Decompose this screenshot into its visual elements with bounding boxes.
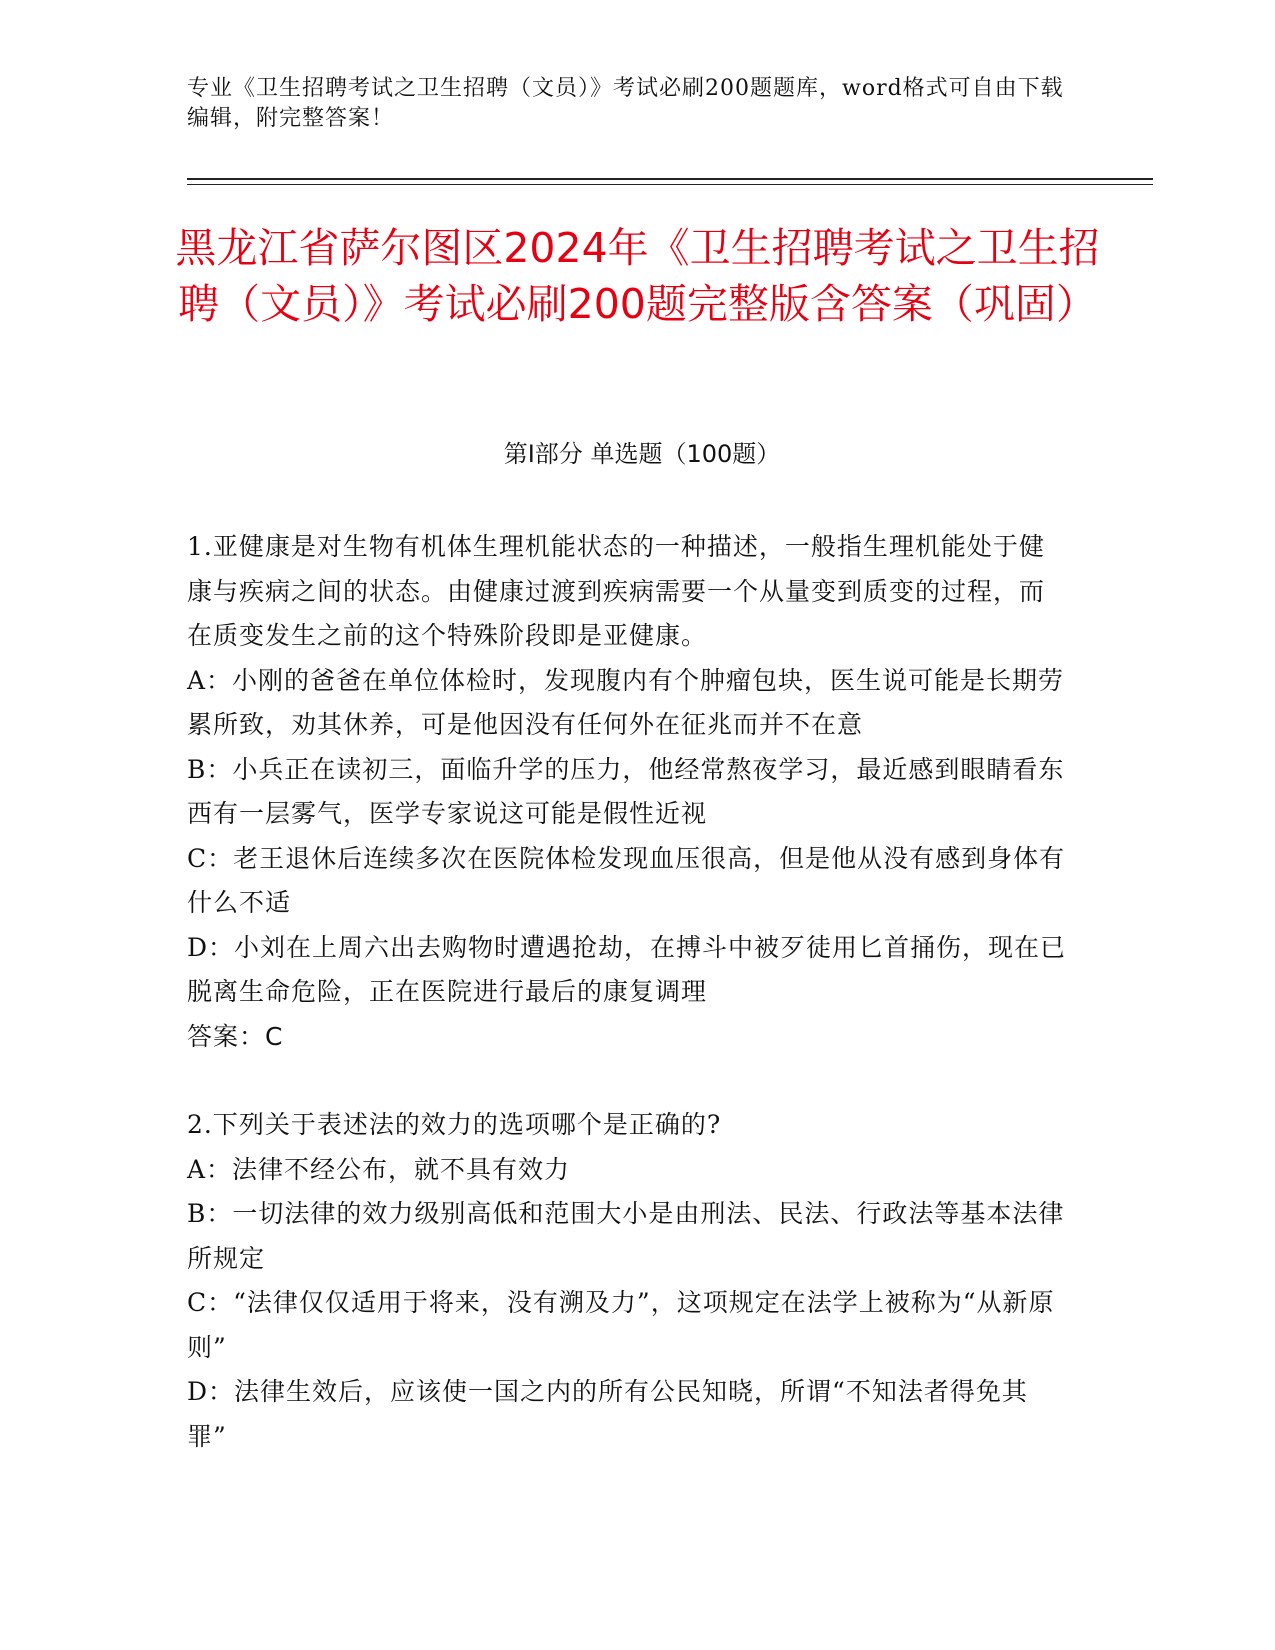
header-note: 专业《卫生招聘考试之卫生招聘（文员）》考试必刷200题题库，word格式可自由下载编辑，附完整答案！ (187, 76, 1064, 131)
option-b: B：一切法律的效力级别高低和范围大小是由刑法、民法、行政法等基本法律所规定 (187, 1199, 1065, 1273)
header-rule-thin (187, 184, 1153, 185)
option-b: B：小兵正在读初三，面临升学的压力，他经常熬夜学习，最近感到眼睛看东西有一层雾气，医学专家说这可能是假性近视 (187, 754, 1065, 828)
section-heading: 第Ⅰ部分 单选题（100题） (503, 440, 781, 468)
question-stem: 1.亚健康是对生物有机体生理机能状态的一种描述，一般指生理机能处于健康与疾病之间的状态。由健康过渡到疾病需要一个从量变到质变的过程，而在质变发生之前的这个特殊阶段即是亚健康。 (187, 532, 1046, 650)
header-rule-thick (187, 178, 1153, 180)
questions-content (187, 525, 1067, 1459)
option-d: D：法律生效后，应该使一国之内的所有公民知晓，所谓“不知法者得免其罪” (187, 1377, 1028, 1451)
question-1 (187, 525, 1067, 1059)
option-d: D：小刘在上周六出去购物时遭遇抢劫，在搏斗中被歹徒用匕首捅伤，现在已脱离生命危险，正在医院进行最后的康复调理 (187, 932, 1067, 1006)
question-stem: 2.下列关于表述法的效力的选项哪个是正确的? (187, 1110, 722, 1139)
option-c: C：“法律仅仅适用于将来，没有溯及力”，这项规定在法学上被称为“从新原则” (187, 1288, 1055, 1362)
option-c: C：老王退休后连续多次在医院体检发现血压很高，但是他从没有感到身体有什么不适 (187, 843, 1066, 917)
document-title: 黑龙江省萨尔图区2024年《卫生招聘考试之卫生招聘（文员）》考试必刷200题完整版含答案（巩固） (175, 224, 1100, 328)
option-a: A：小刚的爸爸在单位体检时，发现腹内有个肿瘤包块，医生说可能是长期劳累所致，劝其休养，可是他因没有任何外在征兆而并不在意 (187, 665, 1065, 739)
answer-text: 答案：C (187, 1021, 284, 1051)
option-a: A：法律不经公布，就不具有效力 (187, 1154, 571, 1184)
question-2 (187, 1103, 1067, 1459)
